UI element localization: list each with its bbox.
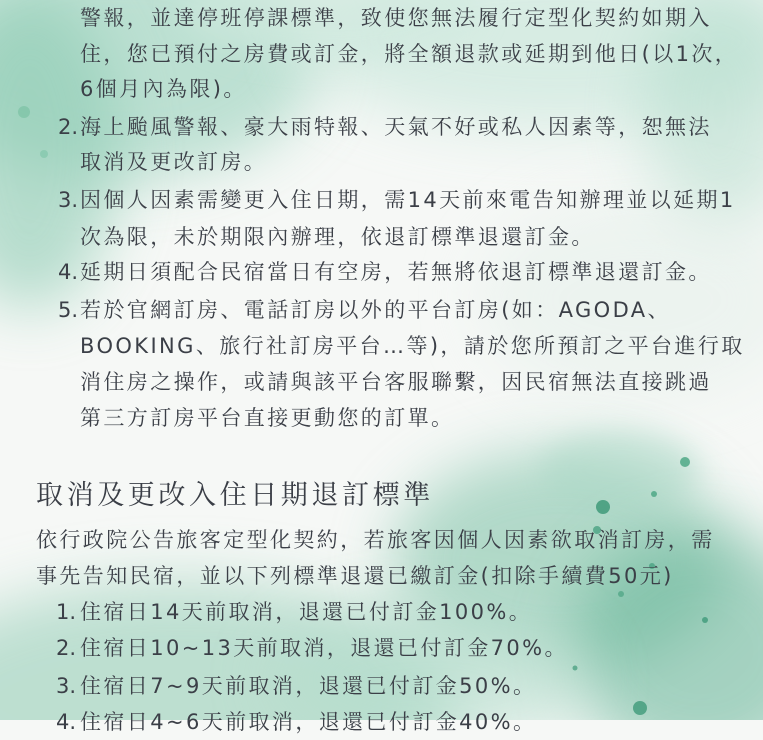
refund-item-text: 住宿日10~13天前取消，退還已付訂金70%。 <box>80 636 568 660</box>
refund-item-number: 1. <box>55 600 76 624</box>
item2-line-1: 海上颱風警報、豪大雨特報、天氣不好或私人因素等，恕無法 <box>80 115 712 139</box>
refund-item-text: 住宿日7~9天前取消，退還已付訂金50%。 <box>80 674 537 698</box>
intro-line-1: 依行政院公告旅客定型化契約，若旅客因個人因素欲取消訂房，需 <box>36 528 715 552</box>
item5-line-4: 第三方訂房平台直接更動您的訂單。 <box>80 406 455 430</box>
item4-number: 4. <box>57 260 78 284</box>
refund-item-text: 住宿日4~6天前取消，退還已付訂金40%。 <box>80 710 537 734</box>
item5-number: 5. <box>57 298 78 322</box>
item3-line-2: 次為限，未於期限內辦理，依退訂標準退還訂金。 <box>80 225 595 249</box>
refund-item-text: 住宿日14天前取消，退還已付訂金100%。 <box>80 600 533 624</box>
refund-item-number: 2. <box>55 636 76 660</box>
intro-line-2: 事先告知民宿，並以下列標準退還已繳訂金(扣除手續費50元) <box>36 564 674 588</box>
item1-line-3: 6個月內為限)。 <box>80 77 247 101</box>
item5-line-2: BOOKING、旅行社訂房平台…等)，請於您所預訂之平台進行取 <box>80 334 745 358</box>
section-heading: 取消及更改入住日期退訂標準 <box>36 480 434 511</box>
item1-line-1: 警報，並達停班停課標準，致使您無法履行定型化契約如期入 <box>80 6 712 30</box>
refund-item-number: 3. <box>55 674 76 698</box>
item5-line-1: 若於官網訂房、電話訂房以外的平台訂房(如：AGODA、 <box>80 298 671 322</box>
item3-line-1: 因個人因素需變更入住日期，需14天前來電告知辦理並以延期1 <box>80 188 736 212</box>
item2-number: 2. <box>57 115 78 139</box>
item4-line-1: 延期日須配合民宿當日有空房，若無將依退訂標準退還訂金。 <box>80 260 712 284</box>
refund-item-number: 4. <box>55 710 76 734</box>
item2-line-2: 取消及更改訂房。 <box>80 150 268 174</box>
item3-number: 3. <box>57 188 78 212</box>
item1-line-2: 住，您已預付之房費或訂金，將全額退款或延期到他日(以1次， <box>80 42 739 66</box>
item5-line-3: 消住房之操作，或請與該平台客服聯繫，因民宿無法直接跳過 <box>80 370 712 394</box>
